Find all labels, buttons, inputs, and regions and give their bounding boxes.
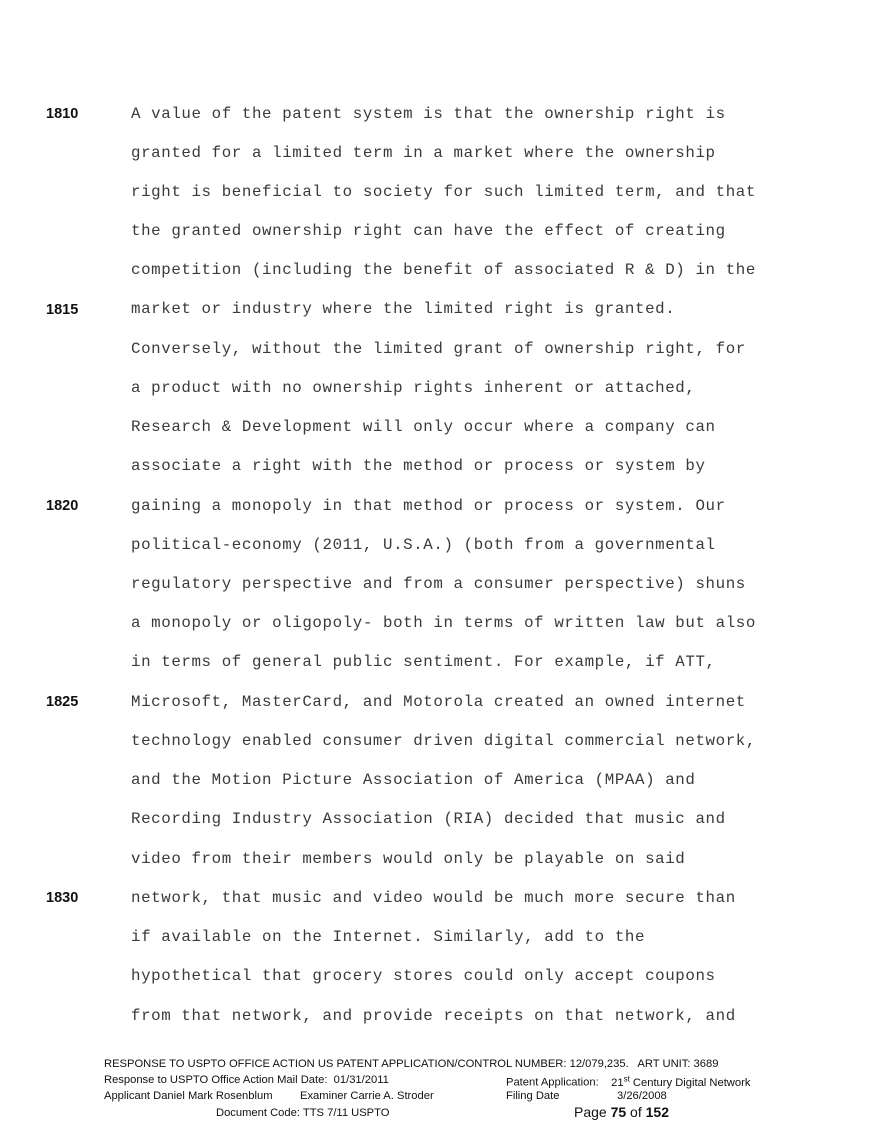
text-line: Conversely, without the limited grant of ownership right, for [131,340,746,358]
text-line: A value of the patent system is that the ownership right is [131,105,726,123]
line-number: 1825 [46,694,79,710]
text-line: the granted ownership right can have the effect of creating [131,222,726,240]
text-line: associate a right with the method or process or system by [131,457,706,475]
text-line: network, that music and video would be much more secure than [131,889,736,907]
text-line: video from their members would only be playable on said [131,850,686,868]
text-line: granted for a limited term in a market where the ownership [131,144,716,162]
footer-document-code: Document Code: TTS 7/11 USPTO [216,1107,390,1119]
footer-application-line: RESPONSE TO USPTO OFFICE ACTION US PATENT APPLICATION/CONTROL NUMBER: 12/079,235. ART UNIT: 3689 [104,1058,719,1070]
text-line: right is beneficial to society for such limited term, and that [131,183,756,201]
footer-filing-date: 3/26/2008 [617,1090,667,1102]
text-line: regulatory perspective and from a consumer perspective) shuns [131,575,746,593]
footer-mail-date: Response to USPTO Office Action Mail Date: 01/31/2011 [104,1074,389,1086]
text-line: if available on the Internet. Similarly, add to the [131,928,646,946]
text-line: political-economy (2011, U.S.A.) (both from a governmental [131,536,716,554]
text-line: Research & Development will only occur where a company can [131,418,716,436]
footer-filing-date-label: Filing Date [506,1090,560,1102]
footer-patent-application-value: 21st Century Digital Network [611,1074,751,1089]
text-line: competition (including the benefit of associated R & D) in the [131,261,756,279]
line-number: 1815 [46,302,79,318]
line-number: 1810 [46,106,79,122]
current-page: 75 [610,1104,627,1120]
footer-examiner: Examiner Carrie A. Stroder [300,1090,434,1102]
text-line: hypothetical that grocery stores could only accept coupons [131,967,716,985]
text-line: a product with no ownership rights inherent or attached, [131,379,696,397]
line-number: 1820 [46,498,79,514]
footer-page-number: Page 75 of 152 [574,1104,669,1120]
text-line: gaining a monopoly in that method or process or system. Our [131,497,726,515]
text-line: from that network, and provide receipts on that network, and [131,1007,736,1025]
total-pages: 152 [645,1104,669,1120]
text-line: Microsoft, MasterCard, and Motorola created an owned internet [131,693,746,711]
text-line: market or industry where the limited right is granted. [131,300,676,318]
text-line: Recording Industry Association (RIA) decided that music and [131,810,726,828]
text-line: in terms of general public sentiment. For example, if ATT, [131,653,716,671]
text-line: technology enabled consumer driven digital commercial network, [131,732,756,750]
footer-patent-application-label: Patent Application: [506,1076,599,1089]
text-line: and the Motion Picture Association of America (MPAA) and [131,771,696,789]
text-line: a monopoly or oligopoly- both in terms of written law but also [131,614,756,632]
footer-patent-application [506,1074,750,1089]
footer-applicant: Applicant Daniel Mark Rosenblum [104,1090,273,1102]
line-number: 1830 [46,890,79,906]
